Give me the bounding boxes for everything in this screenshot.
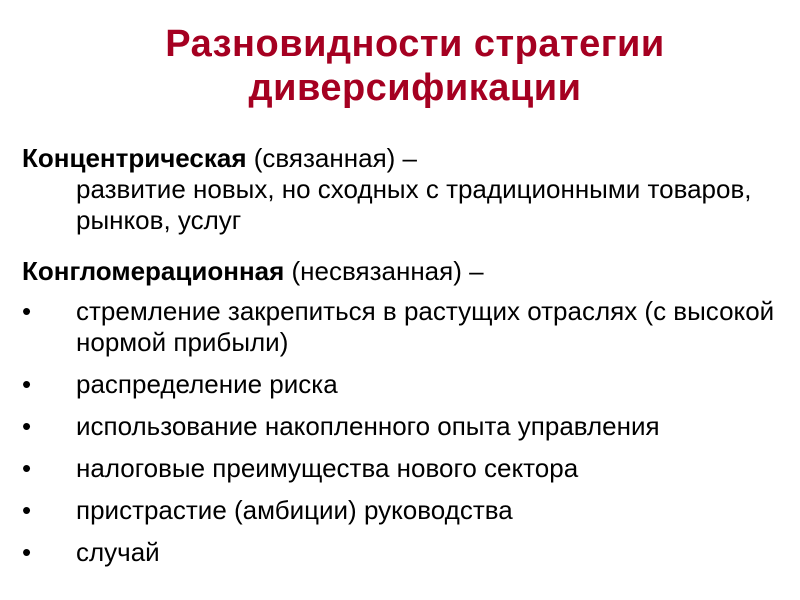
bullet-icon: • xyxy=(22,411,32,441)
concentric-definition: развитие новых, но сходных с традиционными товаров, рынков, услуг xyxy=(76,174,752,235)
bullet-item-leadership-ambitions xyxy=(22,495,792,526)
bullet-item-text: стремление закрепиться в растущих отраслях (с высокой нормой прибыли) xyxy=(76,296,775,357)
bullet-icon: • xyxy=(22,369,32,399)
bullet-item-growing-industries xyxy=(22,296,792,358)
bullet-item-management-experience xyxy=(22,411,792,442)
bullet-item-text: случай xyxy=(76,537,160,567)
slide-title-line-1: Разновидности стратегии xyxy=(165,23,665,65)
conglomerate-term: Конгломерационная xyxy=(22,256,285,286)
conglomerate-bullet-list xyxy=(22,296,792,568)
conglomerate-qualifier: (несвязанная) – xyxy=(284,256,484,286)
bullet-item-text: пристрастие (амбиции) руководства xyxy=(76,495,513,525)
bullet-item-chance xyxy=(22,537,792,568)
concentric-term: Концентрическая xyxy=(22,143,247,173)
bullet-item-risk-distribution xyxy=(22,369,792,400)
slide-body xyxy=(22,143,792,579)
bullet-icon: • xyxy=(22,495,32,525)
conglomerate-paragraph xyxy=(22,256,792,287)
bullet-icon: • xyxy=(22,453,32,483)
bullet-item-text: использование накопленного опыта управления xyxy=(76,411,660,441)
bullet-item-text: распределение риска xyxy=(76,369,338,399)
concentric-qualifier: (связанная) – xyxy=(246,143,417,173)
bullet-icon: • xyxy=(22,537,32,567)
slide-title-line-2: диверсификации xyxy=(248,67,582,109)
bullet-item-tax-advantages xyxy=(22,453,792,484)
bullet-icon: • xyxy=(22,296,32,326)
bullet-item-text: налоговые преимущества нового сектора xyxy=(76,453,579,483)
concentric-paragraph xyxy=(22,143,792,236)
slide-title xyxy=(0,22,800,110)
